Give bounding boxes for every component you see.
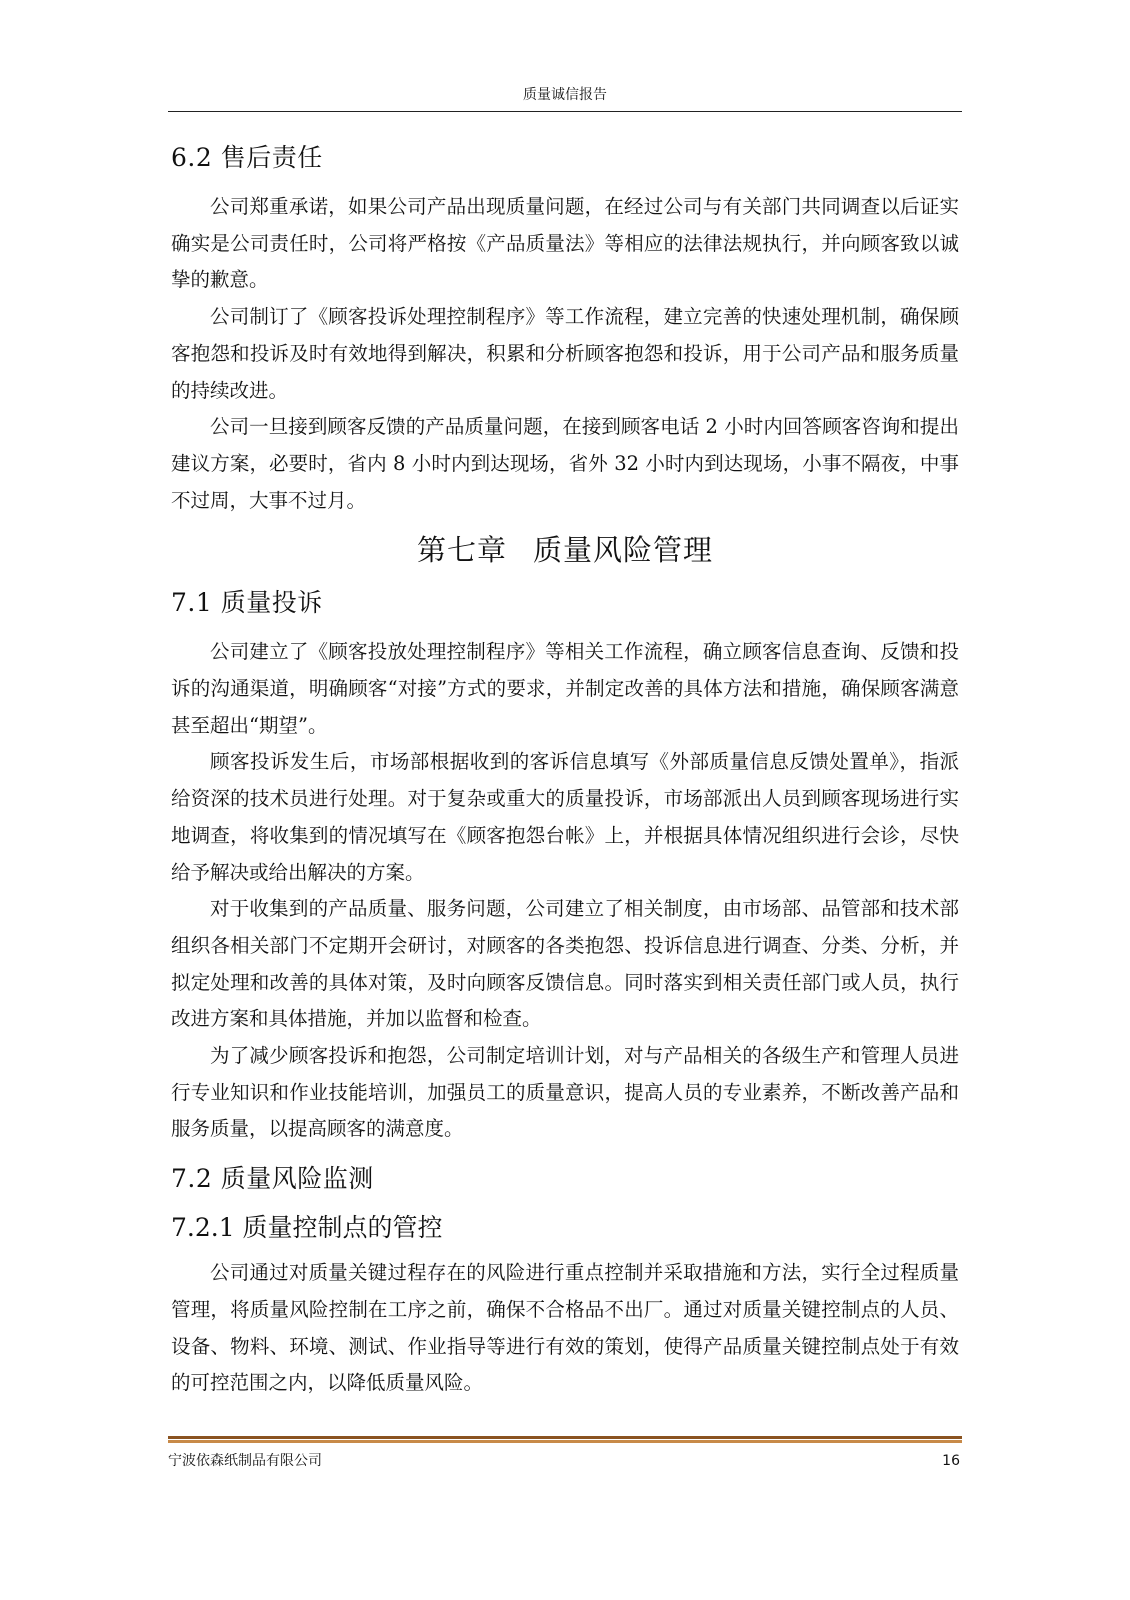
paragraph: 公司通过对质量关键过程存在的风险进行重点控制并采取措施和方法，实行全过程质量管理，将质量风险控制在工序之前，确保不合格品不出厂。通过对质量关键控制点的人员、设备、物料、环境、测试、作业指导等进行有效的策划，使得产品质量关键控制点处于有效的可控范围之内，以降低质量风险。: [171, 1261, 959, 1395]
paragraph: 公司建立了《顾客投放处理控制程序》等相关工作流程，确立顾客信息查询、反馈和投诉的沟通渠道，明确顾客“对接”方式的要求，并制定改善的具体方法和措施，确保顾客满意甚至超出“期望”。: [171, 640, 959, 737]
paragraph: 为了减少顾客投诉和抱怨，公司制定培训计划，对与产品相关的各级生产和管理人员进行专业知识和作业技能培训，加强员工的质量意识，提高人员的专业素养，不断改善产品和服务质量，以提高顾客的满意度。: [171, 1044, 959, 1141]
chapter-title: 质量风险管理: [533, 533, 714, 568]
page-footer: [168, 1436, 962, 1496]
page-number: 16: [942, 1453, 960, 1469]
page-header: [168, 84, 962, 114]
header-rule: [168, 111, 962, 112]
section-6-2-heading: 6.2 售后责任: [171, 143, 323, 172]
paragraph: 对于收集到的产品质量、服务问题，公司建立了相关制度，由市场部、品管部和技术部组织各相关部门不定期开会研讨，对顾客的各类抱怨、投诉信息进行调查、分类、分析，并拟定处理和改善的具体对策，及时向顾客反馈信息。同时落实到相关责任部门或人员，执行改进方案和具体措施，并加以监督和检查。: [171, 897, 959, 1031]
paragraph: 公司郑重承诺，如果公司产品出现质量问题，在经过公司与有关部门共同调查以后证实确实是公司责任时，公司将严格按《产品质量法》等相应的法律法规执行，并向顾客致以诚挚的歉意。: [171, 195, 959, 292]
paragraph: 公司一旦接到顾客反馈的产品质量问题，在接到顾客电话 2 小时内回答顾客咨询和提出建议方案，必要时，省内 8 小时内到达现场，省外 32 小时内到达现场，小事不隔夜，中事不过周，大事不过月。: [171, 415, 959, 512]
section-7-2-heading: 7.2 质量风险监测: [171, 1164, 374, 1194]
paragraph: 公司制订了《顾客投诉处理控制程序》等工作流程，建立完善的快速处理机制，确保顾客抱怨和投诉及时有效地得到解决，积累和分析顾客抱怨和投诉，用于公司产品和服务质量的持续改进。: [171, 305, 959, 402]
header-title: 质量诚信报告: [523, 87, 607, 103]
paragraph: 顾客投诉发生后，市场部根据收到的客诉信息填写《外部质量信息反馈处置单》，指派给资深的技术员进行处理。对于复杂或重大的质量投诉，市场部派出人员到顾客现场进行实地调查，将收集到的情况填写在《顾客抱怨台帐》上，并根据具体情况组织进行会诊，尽快给予解决或给出解决的方案。: [171, 750, 959, 884]
section-7-1-heading: 7.1 质量投诉: [171, 588, 323, 618]
chapter-7-heading: [171, 529, 959, 571]
footer-company-name: 宁波依森纸制品有限公司: [168, 1453, 322, 1469]
section-7-2-1-heading: 7.2.1 质量控制点的管控: [171, 1213, 443, 1243]
footer-rule: [168, 1436, 962, 1443]
page-content: [171, 140, 959, 1402]
chapter-number: 第七章: [416, 533, 507, 568]
